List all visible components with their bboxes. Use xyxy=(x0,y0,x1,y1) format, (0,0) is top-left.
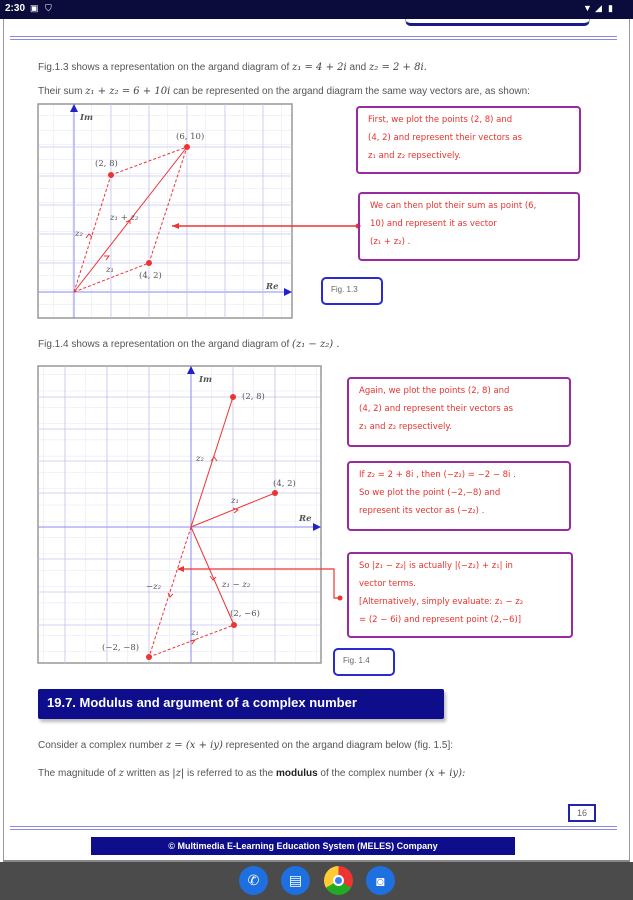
fig14-axis-im: Im xyxy=(199,375,212,385)
fig14-axis-re: Re xyxy=(299,514,312,524)
fig14-label-difference: z₁ − z₂ xyxy=(222,580,251,590)
fig14-note-plot-points: Again, we plot the points (2, 8) and (4, 2) and represent their vectors as z₁ and z₂ repsectively. xyxy=(347,377,571,447)
fig13-point-z2 xyxy=(108,172,114,178)
fig14-label-neg-z2: −z₂ xyxy=(146,582,162,592)
fig14-grid xyxy=(38,366,321,663)
page-number: 16 xyxy=(568,804,596,822)
footer-copyright: © Multimedia E-Learning Education System (MELES) Company xyxy=(91,837,515,855)
fig14-label-neg-z2-point: (−2, −8) xyxy=(102,643,140,653)
paragraph-fig14-intro: Fig.1.4 shows a representation on the argand diagram of (z₁ − z₂) . xyxy=(38,339,340,350)
fig13-point-z1 xyxy=(146,260,152,266)
fig14-point-difference xyxy=(231,622,237,628)
phone-icon[interactable]: ✆ xyxy=(239,866,268,895)
fig13-note-sum: We can then plot their sum as point (6, 10) and represent it as vector (z₁ + z₂) . xyxy=(358,192,580,261)
fig13-caption: Fig. 1.3 xyxy=(321,277,383,305)
shield-icon: ⛉ xyxy=(45,3,52,13)
camera-icon[interactable]: ◙ xyxy=(366,866,395,895)
fig14-point-z2 xyxy=(230,394,236,400)
chrome-icon[interactable] xyxy=(324,866,353,895)
fig13-label-z2-point: (2, 8) xyxy=(95,159,118,169)
paragraph-complex-number: Consider a complex number z = (x + iy) represented on the argand diagram below (fig. 1.5]: xyxy=(38,740,454,751)
paragraph-modulus: The magnitude of z written as |z| is referred to as the modulus of the complex number (x + iy): xyxy=(38,768,466,779)
signal-icon: ◢ xyxy=(595,3,602,13)
fig13-label-sum-point: (6, 10) xyxy=(176,132,205,142)
wifi-icon: ▼ xyxy=(583,3,592,13)
fig14-note-negation: If z₂ = 2 + 8i , then (−z₂) = −2 − 8i . So we plot the point (−2,−8) and represent its vector as (−z₂) . xyxy=(347,461,571,531)
app-dock xyxy=(0,862,633,900)
paragraph-sum: Their sum z₁ + z₂ = 6 + 10i can be represented on the argand diagram the same way vectors are, as shown: xyxy=(38,86,530,97)
fig13-note-plot-points: First, we plot the points (2, 8) and (4, 2) and represent their vectors as z₁ and z₂ repsectively. xyxy=(356,106,581,174)
paragraph-fig13-intro: Fig.1.3 shows a representation on the argand diagram of z₁ = 4 + 2i and z₂ = 2 + 8i. xyxy=(38,62,427,73)
fig13-label-z2: z₂ xyxy=(75,229,83,239)
fig14-label-difference-point: (2, −6) xyxy=(230,609,260,619)
clock: 2:30 xyxy=(5,3,26,14)
fig14-note-difference: So |z₁ − z₂| is actually |(−z₂) + z₁| in vector terms. [Alternatively, simply evaluate: z₁ − z₂ = (2 − 6i) and represent point (2,−6)] xyxy=(347,552,573,638)
fig14-caption: Fig. 1.4 xyxy=(333,648,395,676)
messages-icon[interactable]: ▤ xyxy=(281,866,310,895)
battery-icon: ▮ xyxy=(608,3,613,13)
fig14-label-z1: z₁ xyxy=(231,496,239,506)
footer-rule xyxy=(10,826,617,830)
fig13-axis-re: Re xyxy=(266,282,279,292)
fig14-label-z2-point: (2, 8) xyxy=(242,392,265,402)
fig13-point-sum xyxy=(184,144,190,150)
section-heading: 19.7. Modulus and argument of a complex number xyxy=(38,689,444,719)
fig14-point-neg-z2 xyxy=(146,654,152,660)
fig13-label-z1: z₁ xyxy=(106,265,114,275)
fig13-label-sum: z₁ + z₂ xyxy=(110,213,139,223)
fig14-label-z1-point: (4, 2) xyxy=(273,479,296,489)
fig13-axis-im: Im xyxy=(80,113,93,123)
notification-icon: ▣ xyxy=(30,3,39,13)
fig14-label-z1-shifted: z₁ xyxy=(191,628,199,638)
fig14-label-z2: z₂ xyxy=(196,454,204,464)
fig14-point-z1 xyxy=(272,490,278,496)
fig13-label-z1-point: (4, 2) xyxy=(139,271,162,281)
